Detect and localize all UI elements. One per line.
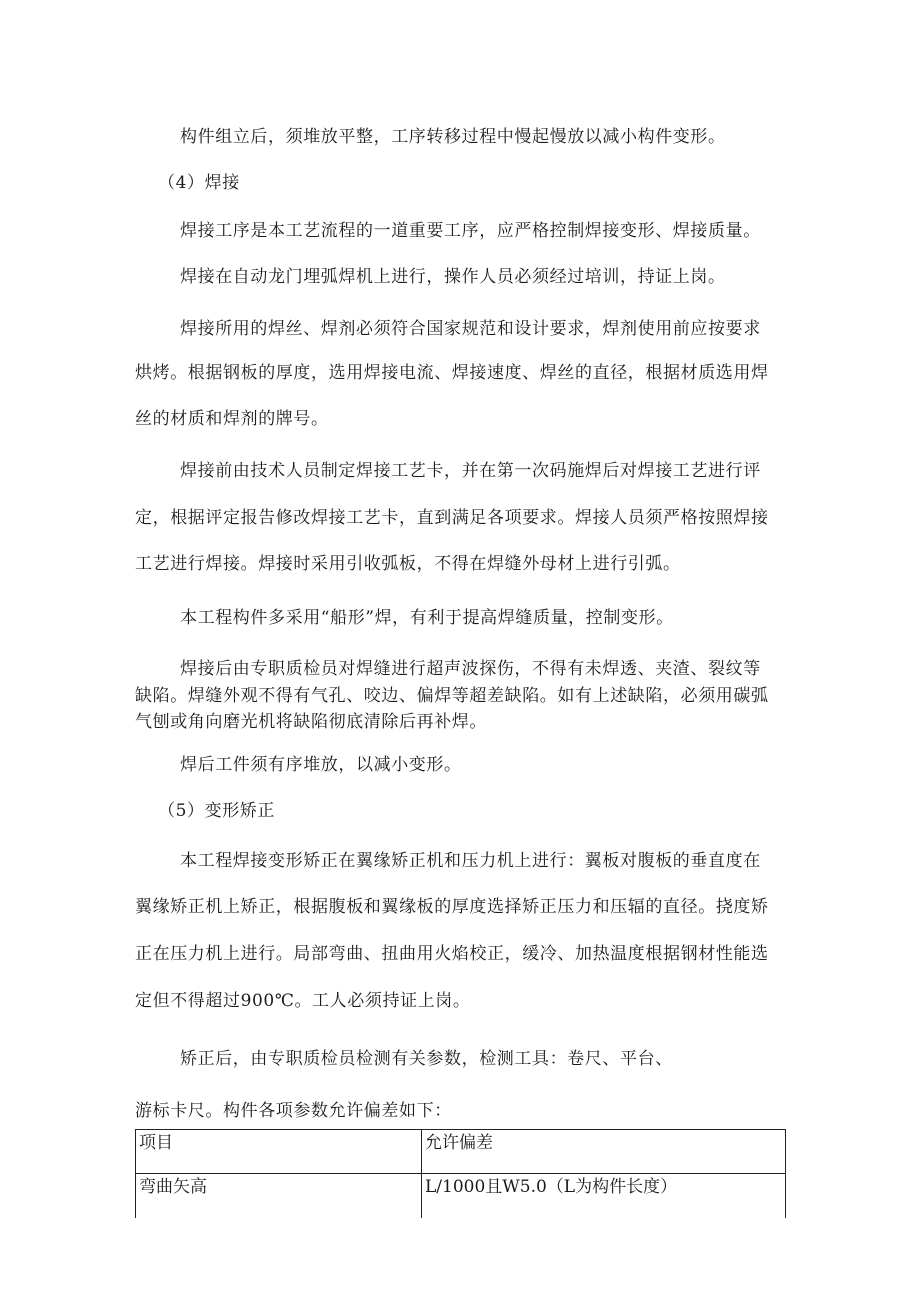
paragraph-line: 游标卡尺。构件各项参数允许偏差如下： bbox=[135, 1101, 452, 1121]
paragraph-line: 焊接工序是本工艺流程的一道重要工序，应严格控制焊接变形、焊接质量。 bbox=[180, 221, 761, 241]
paragraph-line: 烘烤。根据钢板的厚度，选用焊接电流、焊接速度、焊丝的直径，根据材质选用焊 bbox=[135, 363, 769, 383]
paragraph-line: 气刨或角向磨光机将缺陷彻底清除后再补焊。 bbox=[135, 712, 487, 732]
paragraph-line: 本工程构件多采用“船形”焊，有利于提高焊缝质量，控制变形。 bbox=[180, 608, 674, 628]
paragraph-line: 丝的材质和焊剂的牌号。 bbox=[135, 409, 329, 429]
section-heading: （5）变形矫正 bbox=[158, 801, 276, 821]
paragraph-line: 焊接前由技术人员制定焊接工艺卡，并在第一次码施焊后对焊接工艺进行评 bbox=[180, 461, 761, 481]
paragraph-line: 正在压力机上进行。局部弯曲、扭曲用火焰校正，缓冷、加热温度根据钢材性能选 bbox=[135, 944, 769, 964]
table-header-cell: 项目 bbox=[136, 1130, 422, 1174]
paragraph-line: 焊后工件须有序堆放，以减小变形。 bbox=[180, 755, 462, 775]
paragraph-line: 焊接所用的焊丝、焊剂必须符合国家规范和设计要求，焊剂使用前应按要求 bbox=[180, 319, 761, 339]
paragraph-line: 构件组立后，须堆放平整，工序转移过程中慢起慢放以减小构件变形。 bbox=[180, 127, 726, 147]
paragraph-line: 定但不得超过900℃。工人必须持证上岗。 bbox=[135, 991, 471, 1011]
table-cell: L/1000且W5.0（L为构件长度） bbox=[422, 1174, 786, 1218]
tolerance-table bbox=[135, 1129, 786, 1218]
paragraph-line: 本工程焊接变形矫正在翼缘矫正机和压力机上进行：翼板对腹板的垂直度在 bbox=[180, 851, 761, 871]
paragraph-line: 焊接在自动龙门埋弧焊机上进行，操作人员必须经过培训，持证上岗。 bbox=[180, 267, 726, 287]
paragraph-line: 焊接后由专职质检员对焊缝进行超声波探伤，不得有未焊透、夹渣、裂纹等 bbox=[180, 659, 761, 679]
paragraph-line: 缺陷。焊缝外观不得有气孔、咬边、偏焊等超差缺陷。如有上述缺陷，必须用碳弧 bbox=[135, 686, 769, 706]
table-row bbox=[136, 1174, 786, 1218]
section-heading: （4）焊接 bbox=[158, 173, 240, 193]
paragraph-line: 翼缘矫正机上矫正，根据腹板和翼缘板的厚度选择矫正压力和压辐的直径。挠度矫 bbox=[135, 897, 769, 917]
table-cell: 弯曲矢高 bbox=[136, 1174, 422, 1218]
paragraph-line: 工艺进行焊接。焊接时采用引收弧板，不得在焊缝外母材上进行引弧。 bbox=[135, 554, 681, 574]
paragraph-line: 矫正后，由专职质检员检测有关参数，检测工具：卷尺、平台、 bbox=[180, 1049, 673, 1069]
table-header-cell: 允许偏差 bbox=[422, 1130, 786, 1174]
paragraph-line: 定，根据评定报告修改焊接工艺卡，直到满足各项要求。焊接人员须严格按照焊接 bbox=[135, 508, 769, 528]
table-header-row bbox=[136, 1130, 786, 1174]
